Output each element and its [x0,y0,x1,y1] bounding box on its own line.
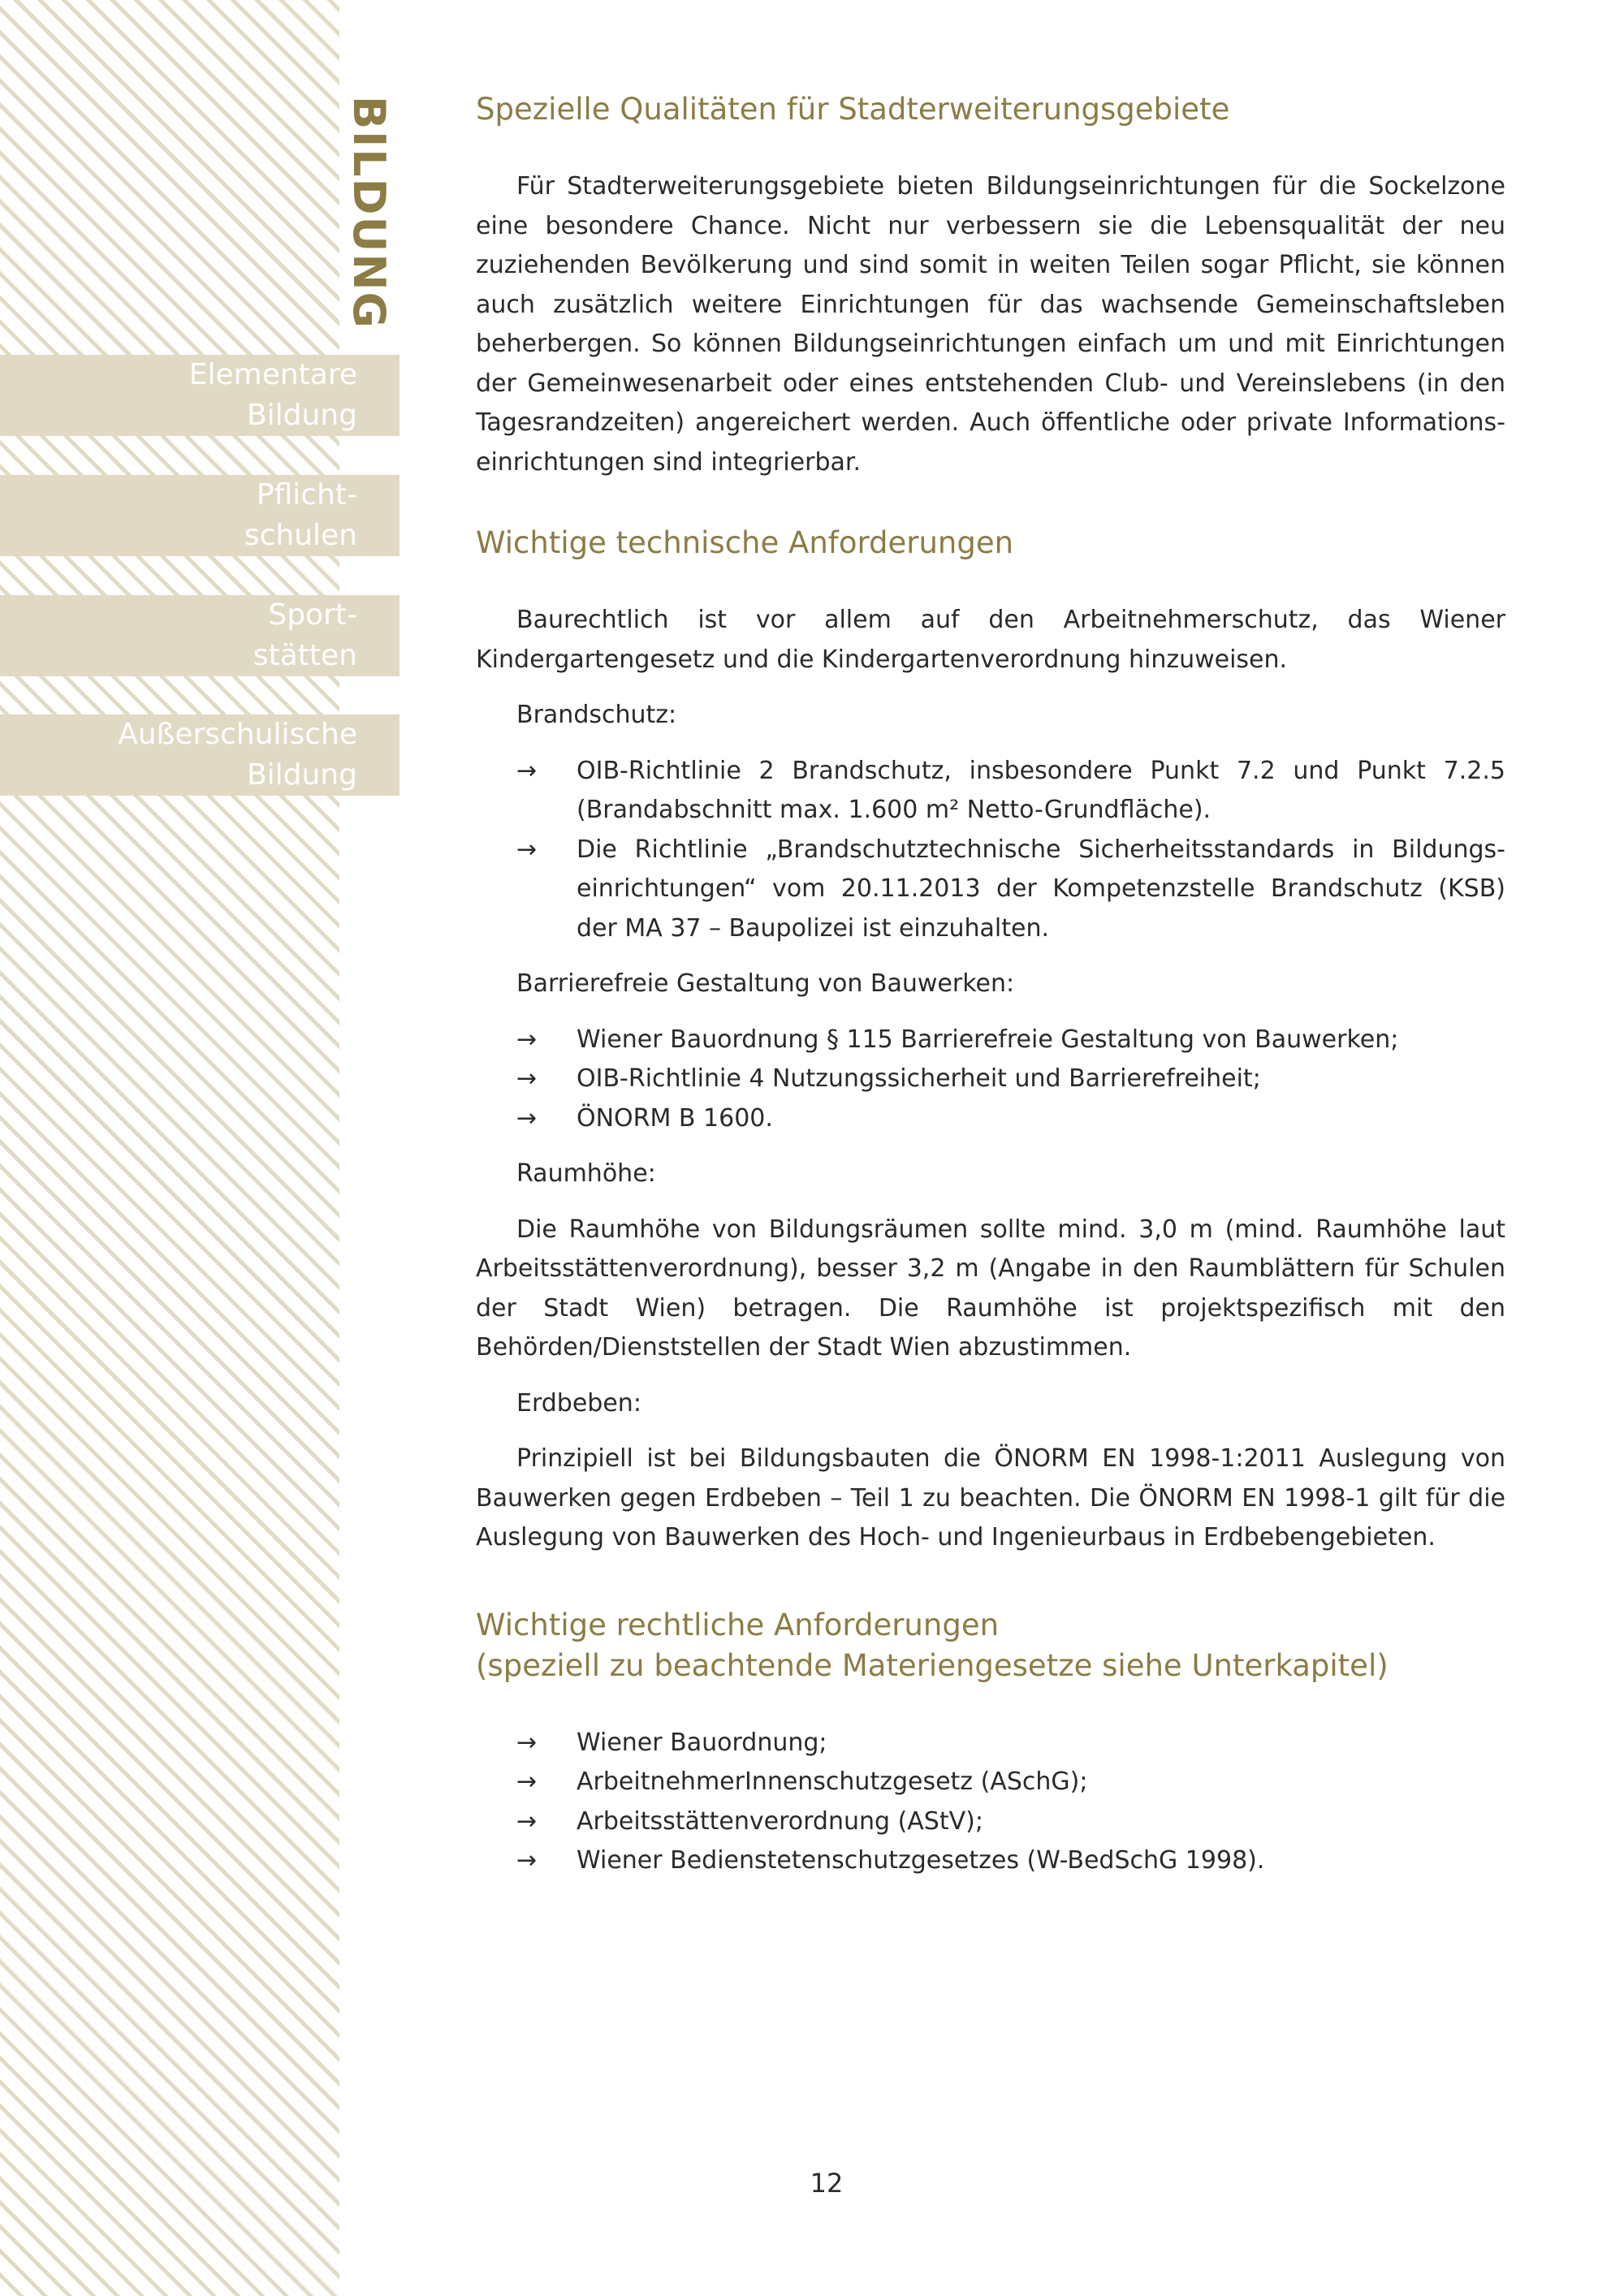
section-heading: Wichtige rechtliche Anforderungen (speziell zu beachtende Materiengesetze siehe Unterkapitel) [476,1607,1389,1683]
arrow-icon: → [516,1767,538,1796]
tab-sportstaetten[interactable] [0,595,400,676]
section-heading: Wichtige technische Anforderungen [476,525,1014,560]
arrow-icon: → [516,835,538,864]
arrow-icon: → [516,756,538,785]
arrow-icon: → [516,1806,538,1836]
sub-label: Barrierefreie Gestaltung von Bauwerken: [516,969,1015,998]
list-item: → ArbeitnehmerInnenschutzgesetz (ASchG); [476,1763,1505,1802]
page-number: 12 [810,2168,844,2199]
list-item: → Arbeitsstättenverordnung (AStV); [476,1802,1505,1842]
arrow-icon: → [516,1728,538,1757]
arrow-icon: → [516,1025,538,1054]
list-item: → Wiener Bauordnung; [476,1724,1505,1763]
list-item: → Die Richtlinie „Brandschutztechnische Sicherheitsstandards in Bildungseinrichtungen“ vom 20.11.2013 der Kompetenzstelle Brandschutz (KSB) der MA 37 – Baupolizei ist einzuhalten. [476,831,1505,949]
striped-margin-decoration [0,0,339,2296]
chapter-title-vertical: BILDUNG [343,96,395,330]
tab-label-line2: schulen [244,519,357,552]
list-item: → OIB-Richtlinie 2 Brandschutz, insbesondere Punkt 7.2 und Punkt 7.2.5 (Brandabschnitt max. 1.600 m² Netto-Grundfläche). [476,752,1505,831]
list-item: → Wiener Bedienstetenschutzgesetzes (W-BedSchG 1998). [476,1841,1505,1881]
sub-label: Raumhöhe: [516,1159,656,1188]
paragraph: Die Raumhöhe von Bildungsräumen sollte mind. 3,0 m (mind. Raumhöhe laut Arbeitsstättenverordnung), besser 3,2 m (Angabe in den Raumblättern für Schulen der Stadt Wien) betragen. Die Raumhöhe ist projektspezifisch mit den Behörden/Dienststellen der Stadt Wien abzustimmen. [476,1215,1505,1362]
paragraph: Baurechtlich ist vor allem auf den Arbeitnehmerschutz, das Wiener Kindergartengesetz und die Kindergartenverordnung hinzuweisen. [476,606,1505,674]
list-item: → ÖNORM B 1600. [476,1099,1505,1139]
list-item: → Wiener Bauordnung § 115 Barrierefreie Gestaltung von Bauwerken; [476,1021,1505,1060]
bullet-list [476,1724,1505,1881]
bullet-list [476,752,1505,949]
paragraph: Prinzipiell ist bei Bildungsbauten die ÖNORM EN 1998-1:2011 Auslegung von Bauwerken gegen Erdbeben – Teil 1 zu beachten. Die ÖNORM EN 1998-1 gilt für die Auslegung von Bauwerken des Hoch- und Ingenieurbaus in Erdbebengebieten. [476,1444,1505,1552]
main-content [476,89,1505,1881]
tab-pflichtschulen[interactable] [0,475,400,556]
tab-label-line2: Bildung [246,758,357,792]
tab-label-line2: Bildung [246,399,357,432]
tab-label-line1: Pflicht- [256,478,357,511]
tab-ausserschulische-bildung[interactable] [0,714,400,796]
tab-label-line1: Außerschulische [118,718,357,751]
tab-label-line1: Sport- [268,598,357,632]
arrow-icon: → [516,1846,538,1875]
tab-elementare-bildung[interactable] [0,355,400,436]
paragraph: Für Stadterweiterungsgebiete bieten Bildungseinrichtungen für die Sockelzone eine besondere Chance. Nicht nur verbessern sie die Lebensqualität der neu zuziehenden Bevölkerung und sind somit in weiten Teilen sogar Pflicht, sie können auch zusätzlich weitere Einrichtungen für das wachsende Gemeinschaftsleben beherbergen. So können Bildungseinrichtungen einfach um und mit Einrichtungen der Gemeinwesenarbeit oder eines entstehenden Club- und Vereinslebens (in den Tagesrandzeiten) angereichert werden. Auch öffentliche oder private Informationseinrichtungen sind integrierbar. [476,172,1505,477]
sub-label: Erdbeben: [516,1388,641,1418]
arrow-icon: → [516,1064,538,1093]
sub-label: Brandschutz: [516,701,677,729]
section-heading: Spezielle Qualitäten für Stadterweiterungsgebiete [476,92,1230,127]
list-item: → OIB-Richtlinie 4 Nutzungssicherheit und Barrierefreiheit; [476,1060,1505,1099]
bullet-list [476,1021,1505,1139]
tab-label-line2: stätten [253,639,357,672]
tab-label-line1: Elementare [188,358,357,391]
arrow-icon: → [516,1103,538,1133]
